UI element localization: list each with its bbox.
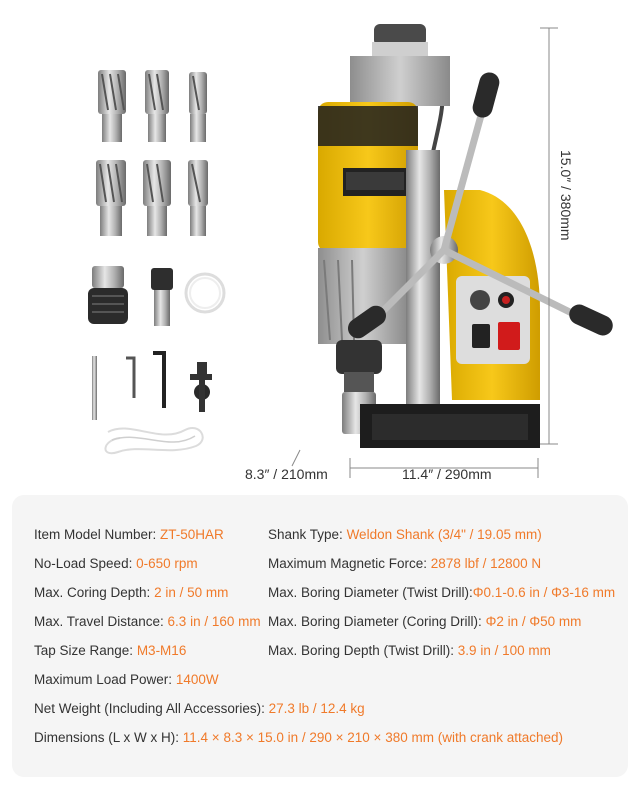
spec-boring-diameter-twist: [268, 585, 615, 600]
spec-boring-diameter-coring: [268, 614, 581, 629]
height-dimension-label: 15.0″ / 380mm: [558, 150, 574, 241]
spec-value: 2 in / 50 mm: [154, 585, 229, 600]
spec-label: Max. Boring Diameter (Coring Drill):: [268, 614, 486, 629]
spec-value: M3-M16: [136, 643, 187, 658]
spec-value: 2878 lbf / 12800 N: [430, 556, 542, 571]
spec-boring-depth: [268, 643, 551, 658]
spec-coring-depth: [34, 585, 228, 600]
spec-travel-distance: [34, 614, 261, 629]
spec-magnetic-force: [268, 556, 541, 571]
spec-label: Max. Travel Distance:: [34, 614, 168, 629]
spec-load-power: [34, 672, 219, 687]
spec-label: Max. Boring Depth (Twist Drill):: [268, 643, 458, 658]
specifications-panel: [12, 495, 628, 777]
spec-label: Net Weight (Including All Accessories):: [34, 701, 269, 716]
spec-no-load-speed: [34, 556, 198, 571]
tool-accessories: [92, 353, 212, 453]
spec-dimensions: [34, 730, 563, 745]
spec-value: Φ0.1-0.6 in / Φ3-16 mm: [472, 585, 616, 600]
spec-label: Max. Coring Depth:: [34, 585, 155, 600]
spec-label: Max. Boring Diameter (Twist Drill):: [268, 585, 473, 600]
spec-value: 6.3 in / 160 mm: [167, 614, 261, 629]
spec-label: Item Model Number:: [34, 527, 161, 542]
annular-cutter-set: [96, 70, 208, 236]
spec-net-weight: [34, 701, 365, 716]
spec-label: No-Load Speed:: [34, 556, 137, 571]
spec-value: 11.4 × 8.3 × 15.0 in / 290 × 210 × 380 mm (with crank attached): [182, 730, 564, 745]
spec-value: ZT-50HAR: [160, 527, 224, 542]
spec-value: Weldon Shank (3/4" / 19.05 mm): [346, 527, 542, 542]
spec-label: Dimensions (L x W x H):: [34, 730, 183, 745]
spec-value: 0-650 rpm: [136, 556, 198, 571]
spec-value: Φ2 in / Φ50 mm: [485, 614, 582, 629]
spec-tap-size-range: [34, 643, 186, 658]
spec-value: 3.9 in / 100 mm: [457, 643, 551, 658]
spec-model-number: [34, 527, 224, 542]
spec-label: Tap Size Range:: [34, 643, 137, 658]
sealing-ring: [186, 274, 224, 312]
width-dimension-label: 11.4″ / 290mm: [402, 466, 492, 482]
spec-value: 1400W: [175, 672, 219, 687]
drill-chuck: [88, 266, 128, 324]
spec-value: 27.3 lb / 12.4 kg: [268, 701, 365, 716]
depth-dimension-label: 8.3″ / 210mm: [245, 466, 328, 482]
shank-adapter: [151, 268, 173, 326]
spec-label: Maximum Magnetic Force:: [268, 556, 431, 571]
spec-label: Maximum Load Power:: [34, 672, 176, 687]
spec-label: Shank Type:: [268, 527, 347, 542]
spec-shank-type: [268, 527, 542, 542]
